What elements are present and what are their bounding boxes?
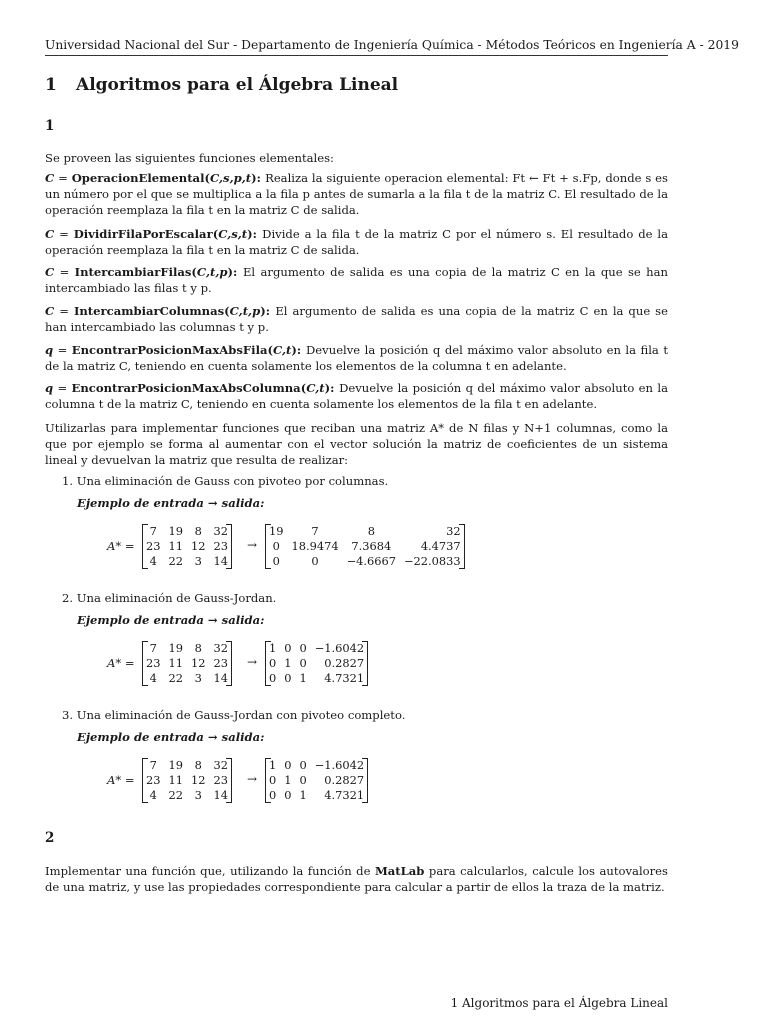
arrow-icon: → xyxy=(247,538,258,552)
matrix-cell: 14 xyxy=(213,788,228,802)
function-description: Devuelve la posición q del máximo valor absoluto en la fila t de la matriz C, teniendo en cuenta solamente los elementos de la columna t en adelante. xyxy=(45,343,668,373)
matrix-cell: 3 xyxy=(194,788,202,802)
matrix-cell: 23 xyxy=(146,773,161,787)
output-matrix xyxy=(265,641,368,686)
matrix-cell: 12 xyxy=(191,656,206,670)
function-def xyxy=(45,303,668,335)
matrix-cell: 3 xyxy=(194,671,202,685)
matrix-cell: 4 xyxy=(149,671,157,685)
section-title xyxy=(45,75,398,95)
matrix-cell: 23 xyxy=(213,773,228,787)
output-matrix xyxy=(265,524,465,569)
matrix-cell: 12 xyxy=(191,539,206,553)
intro-text: Se proveen las siguientes funciones elementales: xyxy=(45,151,334,165)
matrix-cell: 23 xyxy=(146,656,161,670)
section-number: 1 xyxy=(45,75,57,95)
exercise-item: 1. Una eliminación de Gauss con pivoteo por columnas. xyxy=(62,474,389,488)
matrix-row xyxy=(265,554,465,569)
matrix-row xyxy=(142,524,232,539)
matrix-cell: −4.6667 xyxy=(346,554,397,568)
matrix-cell: 0 xyxy=(269,773,277,787)
matrix-cell: 22 xyxy=(168,788,183,802)
matrix-cell: 4 xyxy=(149,554,157,568)
matrix-cell: 18.9474 xyxy=(291,539,339,553)
matrix-cell: 23 xyxy=(213,656,228,670)
matrix-cell: 1 xyxy=(284,656,292,670)
matrix-cell: 19 xyxy=(168,641,183,655)
final-text: Implementar una función que, utilizando la función de MatLab para calcularlos, calcule los autovalores de una matriz, y use las propiedades correspondiente para calcular a partir de ellos la traza de la matriz. xyxy=(45,864,668,894)
matrix-cell: 19 xyxy=(168,524,183,538)
left-bracket xyxy=(265,524,271,569)
function-signature: C = IntercambiarFilas(C,t,p): xyxy=(45,265,243,279)
matrix-cell: 4.4737 xyxy=(420,539,461,553)
matrix-cell: 32 xyxy=(213,758,228,772)
left-bracket xyxy=(265,641,271,686)
matrix-cell: 0 xyxy=(299,641,307,655)
matrix-cell: 11 xyxy=(168,773,183,787)
matrix-cell: −1.6042 xyxy=(314,641,365,655)
function-def xyxy=(45,380,668,412)
matrix-cell: 0 xyxy=(284,758,292,772)
exercise-item: 3. Una eliminación de Gauss-Jordan con pivoteo completo. xyxy=(62,708,406,722)
matrix-cell: 0 xyxy=(269,671,277,685)
input-matrix xyxy=(142,641,232,686)
matrix-cell: 22 xyxy=(168,671,183,685)
function-description: El argumento de salida es una copia de la matriz C en la que se han intercambiado las columnas t y p. xyxy=(45,304,668,334)
function-description: El argumento de salida es una copia de la matriz C en la que se han intercambiado las filas t y p. xyxy=(45,265,668,295)
matrix-row xyxy=(142,539,232,554)
exercise-item: 2. Una eliminación de Gauss-Jordan. xyxy=(62,591,277,605)
matrix-cell: 1 xyxy=(269,641,277,655)
right-bracket xyxy=(362,758,368,803)
right-bracket xyxy=(226,758,232,803)
matrix-row xyxy=(142,656,232,671)
matrix-cell: 0 xyxy=(299,758,307,772)
matrix-cell: 3 xyxy=(194,554,202,568)
function-description: Realiza la siguiente operacion elemental: Ft ← Ft + s.Fp, donde s es un número por el que se multiplica a la fila p antes de sumarla a la fila t de la matriz C. El resultado de la operación reemplaza la fila t en la matriz C de salida. xyxy=(45,171,668,217)
matrix-cell: 8 xyxy=(194,641,202,655)
matrix-row xyxy=(142,758,232,773)
matrix-row xyxy=(265,788,368,803)
left-bracket xyxy=(142,641,148,686)
matrix-cell: 1 xyxy=(299,671,307,685)
matrix-row xyxy=(142,788,232,803)
matrix-cell: 4.7321 xyxy=(324,671,365,685)
matrix-row xyxy=(265,773,368,788)
arrow-icon: → xyxy=(247,772,258,786)
function-def xyxy=(45,264,668,296)
matrix-cell: 22 xyxy=(168,554,183,568)
matrix-cell: 32 xyxy=(213,641,228,655)
function-description: Divide a la fila t de la matriz C por el número s. El resultado de la operación reemplaza la fila t en la matriz C de salida. xyxy=(45,227,668,257)
input-matrix xyxy=(142,524,232,569)
function-def xyxy=(45,342,668,374)
matrix-row xyxy=(142,773,232,788)
matrix-cell: 0 xyxy=(299,656,307,670)
matrix-row xyxy=(142,671,232,686)
left-bracket xyxy=(142,524,148,569)
example-label: Ejemplo de entrada → salida: xyxy=(77,613,265,627)
matrix-cell: 4.7321 xyxy=(324,788,365,802)
matrix-lhs: A* = xyxy=(107,539,135,553)
matrix-cell: 8 xyxy=(194,524,202,538)
header-rule xyxy=(45,55,668,56)
matrix-cell: 23 xyxy=(146,539,161,553)
matrix-row xyxy=(265,524,465,539)
task-text: Utilizarlas para implementar funciones que reciban una matriz A* de N filas y N+1 columnas, como la que por ejemplo se forma al aumentar con el vector solución la matriz de coeficientes de un sistema lineal y devuelvan la matriz que resulta de realizar: xyxy=(45,421,668,467)
matrix-lhs: A* = xyxy=(107,773,135,787)
function-signature: C = IntercambiarColumnas(C,t,p): xyxy=(45,304,276,318)
example-label: Ejemplo de entrada → salida: xyxy=(77,730,265,744)
matrix-row xyxy=(265,539,465,554)
matrix-cell: 7.3684 xyxy=(351,539,392,553)
function-signature: C = DividirFilaPorEscalar(C,s,t): xyxy=(45,227,263,241)
matrix-cell: 7 xyxy=(149,641,157,655)
matrix-cell: 1 xyxy=(284,773,292,787)
page-footer: 1 Algoritmos para el Álgebra Lineal xyxy=(450,996,668,1010)
matrix-cell: −22.0833 xyxy=(404,554,461,568)
function-def xyxy=(45,170,668,218)
arrow-icon: → xyxy=(247,655,258,669)
matrix-cell: 0 xyxy=(272,554,280,568)
function-description: Devuelve la posición q del máximo valor absoluto en la columna t de la matriz C, teniendo en cuenta solamente los elementos de la fila t en adelante. xyxy=(45,381,668,411)
matrix-cell: 0 xyxy=(269,656,277,670)
example-label: Ejemplo de entrada → salida: xyxy=(77,496,265,510)
output-matrix xyxy=(265,758,368,803)
right-bracket xyxy=(226,524,232,569)
right-bracket xyxy=(459,524,465,569)
matrix-cell: 11 xyxy=(168,539,183,553)
matrix-cell: 19 xyxy=(269,524,284,538)
matrix-cell: 4 xyxy=(149,788,157,802)
matrix-cell: 14 xyxy=(213,671,228,685)
matrix-cell: 7 xyxy=(311,524,319,538)
matrix-row xyxy=(265,641,368,656)
matrix-cell: 19 xyxy=(168,758,183,772)
matrix-cell: 14 xyxy=(213,554,228,568)
left-bracket xyxy=(142,758,148,803)
matrix-cell: 0 xyxy=(269,788,277,802)
matrix-cell: 0 xyxy=(284,671,292,685)
matrix-cell: 7 xyxy=(149,524,157,538)
function-signature: q = EncontrarPosicionMaxAbsFila(C,t): xyxy=(45,343,307,357)
matrix-row xyxy=(142,554,232,569)
matrix-row xyxy=(265,656,368,671)
matrix-cell: 11 xyxy=(168,656,183,670)
matrix-cell: 0 xyxy=(311,554,319,568)
matrix-cell: 0 xyxy=(284,788,292,802)
section-title-text: Algoritmos para el Álgebra Lineal xyxy=(76,75,399,95)
matrix-cell: 8 xyxy=(194,758,202,772)
matrix-cell: 7 xyxy=(149,758,157,772)
matrix-cell: −1.6042 xyxy=(314,758,365,772)
right-bracket xyxy=(226,641,232,686)
matrix-cell: 12 xyxy=(191,773,206,787)
matrix-cell: 0 xyxy=(284,641,292,655)
matrix-lhs: A* = xyxy=(107,656,135,670)
matrix-cell: 0.2827 xyxy=(324,773,365,787)
matrix-row xyxy=(265,671,368,686)
matrix-row xyxy=(265,758,368,773)
matrix-cell: 0 xyxy=(272,539,280,553)
matrix-row xyxy=(142,641,232,656)
subsection-2: 2 xyxy=(45,830,55,846)
matrix-cell: 1 xyxy=(299,788,307,802)
left-bracket xyxy=(265,758,271,803)
function-signature: C = OperacionElemental(C,s,p,t): xyxy=(45,171,266,185)
matlab-bold: MatLab xyxy=(374,864,425,878)
matrix-cell: 0 xyxy=(299,773,307,787)
function-signature: q = EncontrarPosicionMaxAbsColumna(C,t): xyxy=(45,381,340,395)
running-header: Universidad Nacional del Sur - Departamento de Ingeniería Química - Métodos Teóricos en Ingeniería A - 2019 xyxy=(45,38,739,52)
input-matrix xyxy=(142,758,232,803)
function-def xyxy=(45,226,668,258)
matrix-cell: 23 xyxy=(213,539,228,553)
matrix-cell: 1 xyxy=(269,758,277,772)
matrix-cell: 32 xyxy=(446,524,461,538)
matrix-cell: 0.2827 xyxy=(324,656,365,670)
matrix-cell: 8 xyxy=(367,524,375,538)
right-bracket xyxy=(362,641,368,686)
matrix-cell: 32 xyxy=(213,524,228,538)
subsection-1: 1 xyxy=(45,118,55,134)
